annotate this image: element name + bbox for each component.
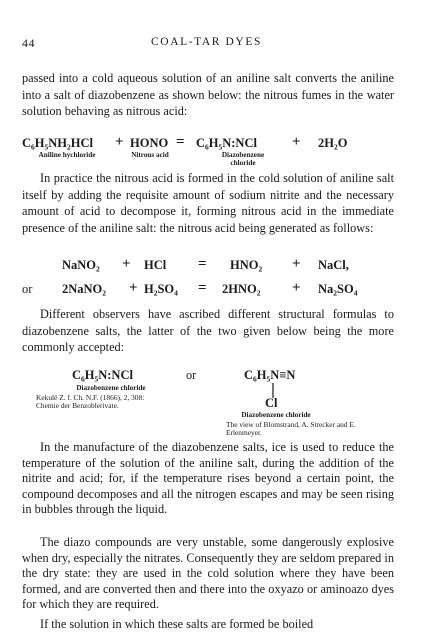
plus-sign: + [292,256,301,272]
equals-sign: = [176,134,185,150]
plus-sign: + [129,280,138,296]
equals-sign: = [198,256,207,272]
label-aniline-hychloride: Aniline hychloride [38,151,96,159]
reactant-nitrous-acid: HONO [130,136,169,150]
or-text: or [186,368,197,382]
reactant-hcl: HCl [144,258,167,272]
product-nitrous-acid: HNO₂ [230,258,263,272]
plus-sign: + [292,280,301,296]
paragraph-practice: In practice the nitrous acid is formed in the cold solution of aniline salt itself by adding the requisite amount of sodium nitrite and the necessary amount of acid to decompose it, forming nitrous acid in the immediate presence of the aniline salt: the nitrous acid being generated as follows: [22,171,394,235]
formula-blomstrand-label: Diazobenzene chloride [241,411,311,419]
paragraph-intro: passed into a cold aqueous solution of an aniline salt converts the aniline into a salt of diazobenzene as shown below: the nitrous fumes in the water solution behaving as nitrous acid: [22,71,394,119]
reactant-aniline-hydrochloride: C₆H₅NH₂HCl [22,136,93,150]
page-number: 44 [22,36,35,50]
product-water: 2H₂O [318,136,348,150]
formula-kekule-label: Diazobenzene chloride [76,384,146,392]
reactant-sodium-nitrite: 2NaNO₂ [62,282,107,296]
product-sodium-chloride: NaCl, [318,258,349,272]
paragraph-structural: Different observers have ascribed different structural formulas to diazobenzene salts, the latter of the two given below being the more commonly accepted: [22,307,394,355]
formula-kekule-reference: Kekulé Z. f. Ch. N.F. (1866), 2, 308: Chemie der Benzoblerivate. [36,393,145,411]
running-title: COAL-TAR DYES [151,36,262,48]
paragraph-diazo-unstable: The diazo compounds are very unstable, some dangerously explosive when dry, especially the nitrates. Consequently they are seldom prepared in the dry state: they are used in the cold solution where they have been formed, and are converted then and there into the oxyazo or aminoazo dyes for which they are required. [22,535,394,612]
label-diazobenzene-chloride: Diazobenzene chloride [221,151,265,167]
formula-blomstrand-reference: The view of Blomstrand, A. Strecker and E. Erlenmeyer. [226,420,356,438]
plus-sign: + [115,134,124,150]
formula-blomstrand-chlorine: Cl [265,396,278,410]
reactant-sodium-nitrite: NaNO₂ [62,258,100,272]
formula-kekule: C₆H₅N:NCl [72,368,133,382]
page-header [22,36,391,52]
reactant-sulfuric-acid: H₂SO₄ [144,282,178,296]
formula-blomstrand: C₆H₅N≡N [244,368,296,382]
plus-sign: + [122,256,131,272]
equals-sign: = [198,280,207,296]
plus-sign: + [292,134,301,150]
paragraph-boiled: If the solution in which these salts are formed be boiled [40,617,314,631]
product-sodium-sulfate: Na₂SO₄ [318,282,358,296]
label-nitrous-acid: Nitrous acid [131,151,169,159]
paragraph-manufacture: In the manufacture of the diazobenzene salts, ice is used to reduce the temperature of the solution of the aniline salt, during the addition of the nitrite and acid; for, if the temperature rises beyond a certain point, the compound decomposes and all the nitrogen escapes and may be seen rising in bubbles through the liquid. [22,440,394,517]
or-text: or [22,282,33,296]
product-nitrous-acid: 2HNO₂ [222,282,261,296]
product-diazobenzene-chloride: C₆H₅N:NCl [196,136,257,150]
